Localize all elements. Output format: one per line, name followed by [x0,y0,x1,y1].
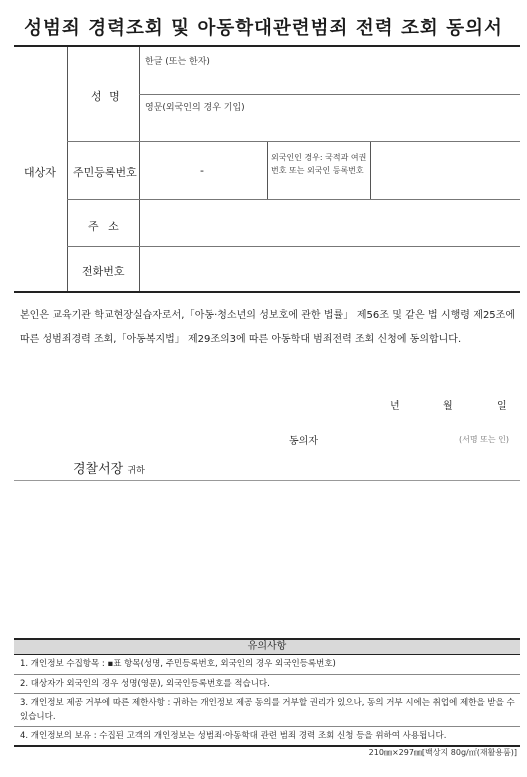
notice-row-line [14,674,520,675]
table-row-line [139,94,520,95]
notice-heading-border [14,654,520,655]
name-korean-field[interactable]: 한글 (또는 한자) [145,57,210,67]
rrn-field[interactable]: - [200,164,204,177]
rrn-label: 주민등록번호 [73,166,137,179]
address-field[interactable] [141,201,518,244]
notice-item: 2. 대상자가 외국인의 경우 성명(영문), 외국인등록번호를 적습니다. [20,679,270,689]
notice-item: 4. 개인정보의 보유 : 수집된 고객의 개인정보는 성범죄·아동학대 관련 범죄 경력 조회 신청 등을 위하여 사용됩니다. [20,731,447,741]
table-row-line [67,246,520,247]
notice-heading: 유의사항 [14,640,520,654]
table-divider [67,47,68,291]
table-row-line [67,141,520,142]
phone-field[interactable] [141,248,518,289]
table-divider [370,141,371,199]
name-label: 성 명 [91,90,122,103]
form-title: 성범죄 경력조회 및 아동학대관련범죄 전력 조회 동의서 [24,18,503,39]
addressee-suffix: 귀하 [127,466,145,476]
phone-label: 전화번호 [82,265,125,278]
notice-row-line [14,693,520,694]
address-label: 주 소 [88,220,122,233]
signature-label: 동의자 [289,436,318,447]
signature-hint[interactable]: (서명 또는 인) [459,435,509,444]
notice-item: 3. 개인정보 제공 거부에 따른 제한사항 : 귀하는 개인정보 제공 동의를 거부할 권리가 있으나, 동의 거부 시에는 취업에 제한을 받을 수 있습니다. [20,698,515,722]
date-day: 일 [497,401,507,412]
section-divider [14,480,520,481]
consent-paragraph: 본인은 교육기관 학교현장실습자로서,「아동·청소년의 성보호에 관한 법률」 제56조 및 같은 법 시행령 제25조에 따른 성범죄경력 조회,「아동복지법」 제29조의3에 따른 아동학대 범죄전력 조회 신청에 동의합니다. [20,310,515,345]
notice-row-line [14,726,520,727]
table-row-line [67,199,520,200]
foreigner-note: 외국인인 경우: 국적과 여권번호 또는 외국인 등록번호 [271,153,367,175]
subject-label: 대상자 [24,166,56,179]
table-divider [139,47,140,291]
addressee [73,458,145,477]
table-bottom-border [14,291,520,293]
addressee-name: 경찰서장 [73,462,124,477]
name-english-field[interactable]: 영문(외국인의 경우 기입) [145,103,245,113]
date-year: 년 [390,401,400,412]
notice-item: 1. 개인정보 수집항목 : ▪표 항목(성명, 주민등록번호, 외국인의 경우 외국인등록번호) [20,659,336,669]
table-divider [267,141,268,199]
table-top-border [14,45,520,47]
paper-spec-footer: 210㎜×297㎜[백상지 80g/㎡(재활용품)] [368,748,517,757]
foreigner-id-field[interactable] [372,143,518,197]
date-month: 월 [443,401,453,412]
